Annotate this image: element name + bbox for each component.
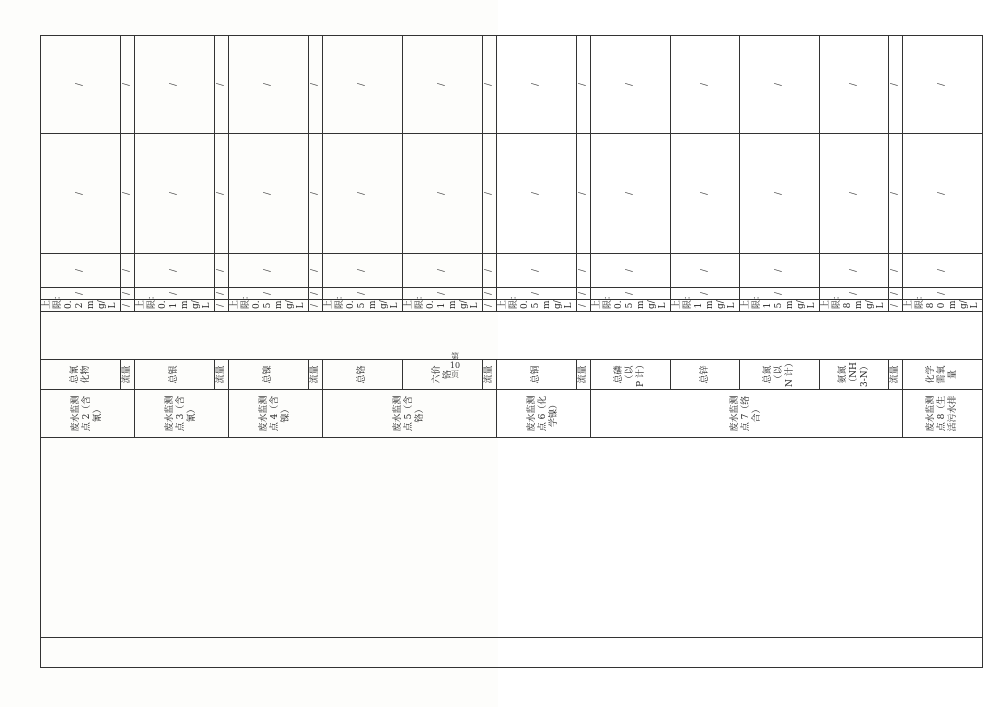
monitoring-item-cell: 流量: [309, 360, 323, 390]
limit-cell: 上限：80mg/L: [903, 300, 983, 312]
monitoring-point-cell: 废水监测点 5（含铬）: [323, 390, 497, 438]
slash-cell: /: [215, 36, 229, 134]
slash-cell: /: [215, 254, 229, 288]
slash-cell: /: [403, 36, 483, 134]
monitoring-item-cell: 总镍: [229, 360, 309, 390]
limit-cell: 上限：15mg/L: [740, 300, 820, 312]
monitoring-point-cell: 废水监测点 7（络合）: [591, 390, 903, 438]
slash-cell: /: [323, 254, 403, 288]
slash-cell: /: [135, 254, 215, 288]
monitoring-item-cell: 流量: [577, 360, 591, 390]
slash-cell: /: [889, 288, 903, 300]
monitoring-item-cell: 总磷（以 P 计）: [591, 360, 671, 390]
slash-cell: /: [309, 134, 323, 254]
monitoring-point-cell: 废水监测点 3（含氰）: [135, 390, 229, 438]
limit-cell: 上限：0.2mg/L: [41, 300, 121, 312]
slash-cell: /: [903, 134, 983, 254]
limit-cell: /: [121, 300, 135, 312]
slash-cell: /: [229, 134, 309, 254]
slash-cell: /: [229, 254, 309, 288]
slash-cell: /: [577, 288, 591, 300]
limit-cell: /: [309, 300, 323, 312]
slash-cell: /: [591, 288, 671, 300]
limit-cell: 上限：0.5mg/L: [591, 300, 671, 312]
slash-cell: /: [671, 134, 740, 254]
slash-cell: /: [121, 36, 135, 134]
slash-cell: /: [135, 134, 215, 254]
slash-cell: /: [403, 134, 483, 254]
slash-cell: /: [671, 254, 740, 288]
slash-cell: /: [671, 288, 740, 300]
limit-cell: 上限：0.5mg/L: [229, 300, 309, 312]
monitoring-item-cell: 六价铬: [403, 360, 483, 390]
monitoring-point-cell: 废水监测点 4（含镍）: [229, 390, 323, 438]
monitoring-item-cell: 总银: [135, 360, 215, 390]
monitoring-item-cell: 流量: [121, 360, 135, 390]
slash-cell: /: [403, 288, 483, 300]
slash-cell: /: [903, 36, 983, 134]
blank-column-cell: [41, 312, 983, 360]
slash-cell: /: [41, 134, 121, 254]
slash-cell: /: [591, 36, 671, 134]
slash-cell: /: [229, 36, 309, 134]
blank-wide-column-cell: [41, 438, 983, 638]
slash-cell: /: [309, 288, 323, 300]
slash-cell: /: [41, 254, 121, 288]
monitoring-item-cell: 总锌: [671, 360, 740, 390]
slash-cell: /: [889, 134, 903, 254]
slash-cell: /: [497, 254, 577, 288]
limit-cell: /: [215, 300, 229, 312]
slash-cell: /: [740, 288, 820, 300]
table-row: [41, 36, 121, 668]
slash-cell: /: [403, 254, 483, 288]
slash-cell: /: [903, 288, 983, 300]
slash-cell: /: [820, 36, 889, 134]
slash-cell: /: [740, 134, 820, 254]
slash-cell: /: [889, 254, 903, 288]
slash-cell: /: [323, 36, 403, 134]
slash-cell: /: [591, 254, 671, 288]
slash-cell: /: [820, 254, 889, 288]
slash-cell: /: [215, 288, 229, 300]
slash-cell: /: [497, 288, 577, 300]
slash-cell: /: [820, 134, 889, 254]
slash-cell: /: [41, 36, 121, 134]
limit-cell: /: [889, 300, 903, 312]
slash-cell: /: [121, 134, 135, 254]
monitoring-item-cell: 化学需氧量: [903, 360, 983, 390]
limit-cell: 上限：1mg/L: [671, 300, 740, 312]
monitoring-point-cell: 废水监测点 2（含氰）: [41, 390, 135, 438]
slash-cell: /: [820, 288, 889, 300]
limit-cell: 上限：8mg/L: [820, 300, 889, 312]
slash-cell: /: [577, 134, 591, 254]
slash-cell: /: [215, 134, 229, 254]
limit-cell: 上限：0.5mg/L: [497, 300, 577, 312]
slash-cell: /: [323, 288, 403, 300]
slash-cell: /: [121, 254, 135, 288]
monitoring-point-cell: 废水监测点 6（化学镍）: [497, 390, 591, 438]
monitoring-item-cell: 总氮（以 N 计）: [740, 360, 820, 390]
slash-cell: /: [135, 288, 215, 300]
limit-cell: /: [577, 300, 591, 312]
slash-cell: /: [41, 288, 121, 300]
slash-cell: /: [309, 36, 323, 134]
slash-cell: /: [497, 36, 577, 134]
slash-cell: /: [591, 134, 671, 254]
monitoring-table: [40, 35, 983, 668]
limit-cell: /: [483, 300, 497, 312]
monitoring-item-cell: 总氰化物: [41, 360, 121, 390]
slash-cell: /: [483, 254, 497, 288]
slash-cell: /: [671, 36, 740, 134]
limit-cell: 上限：0.5mg/L: [323, 300, 403, 312]
monitoring-item-cell: 总铜: [497, 360, 577, 390]
monitoring-point-cell: 废水监测点 8（生活污水排: [903, 390, 983, 438]
monitoring-item-cell: 流量: [215, 360, 229, 390]
slash-cell: /: [135, 36, 215, 134]
slash-cell: /: [497, 134, 577, 254]
slash-cell: /: [740, 254, 820, 288]
monitoring-item-cell: 流量: [483, 360, 497, 390]
monitoring-item-cell: 总铬: [323, 360, 403, 390]
slash-cell: /: [309, 254, 323, 288]
slash-cell: /: [577, 254, 591, 288]
slash-cell: /: [483, 288, 497, 300]
blank-column-cell: [41, 638, 983, 668]
slash-cell: /: [740, 36, 820, 134]
slash-cell: /: [121, 288, 135, 300]
slash-cell: /: [483, 134, 497, 254]
limit-cell: 上限：0.1mg/L: [403, 300, 483, 312]
page-number: 第 10 页: [449, 352, 461, 379]
slash-cell: /: [889, 36, 903, 134]
monitoring-item-cell: 流量: [889, 360, 903, 390]
slash-cell: /: [577, 36, 591, 134]
slash-cell: /: [229, 288, 309, 300]
slash-cell: /: [323, 134, 403, 254]
slash-cell: /: [483, 36, 497, 134]
slash-cell: /: [903, 254, 983, 288]
monitoring-item-cell: 氨氮（NH3-N）: [820, 360, 889, 390]
limit-cell: 上限：0.1mg/L: [135, 300, 215, 312]
